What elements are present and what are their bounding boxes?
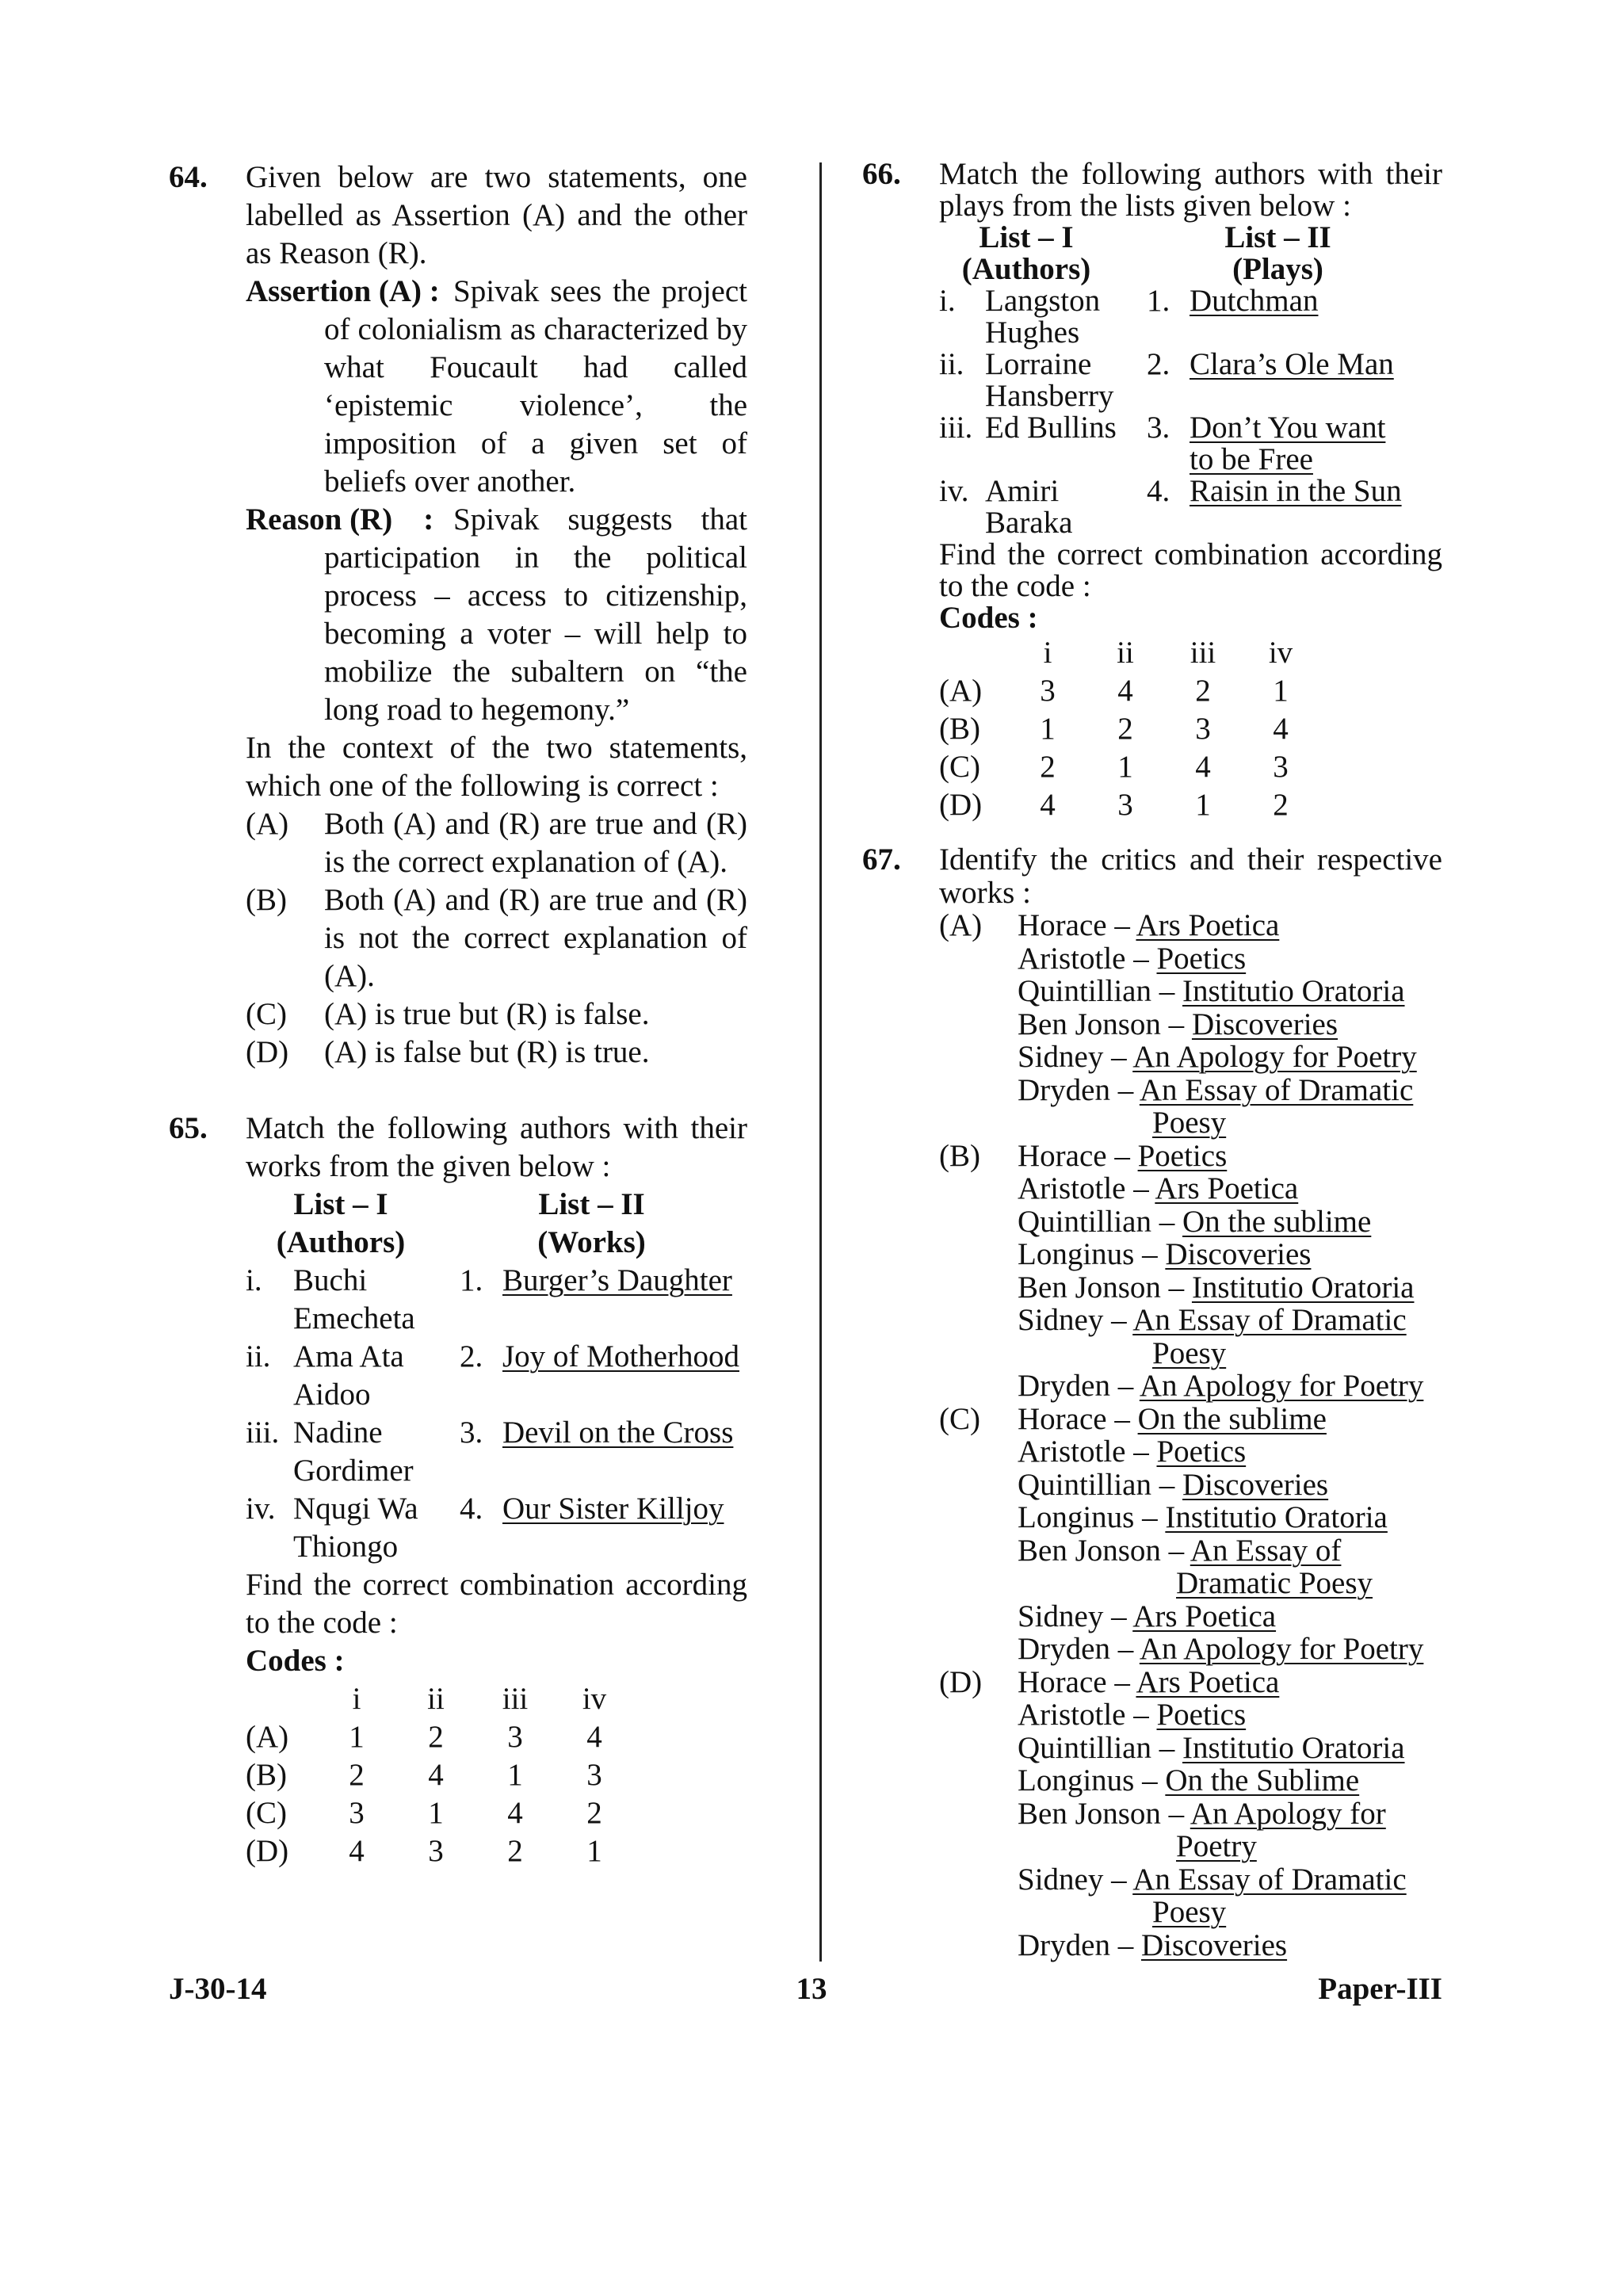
critic-work-line2: Poetry [1176, 1829, 1257, 1863]
codes-row-label: (B) [246, 1758, 287, 1792]
codes-value: 1 [507, 1758, 523, 1792]
codes-col-iv: iv [582, 1682, 607, 1716]
author-name [985, 476, 1147, 539]
work-title-line1: Clara’s Ole Man [1190, 347, 1394, 381]
critic-name: Quintillian – [1018, 1730, 1182, 1765]
codes-col-iii: iii [1190, 636, 1216, 670]
work-title-line1: Don’t You want [1190, 411, 1386, 445]
assertion-text: Spivak sees the project of colonialism as characterized by what Foucault had called ‘epistemic violence’, the imposition of a given set of beliefs over another. [324, 274, 747, 499]
critic-name: Quintillian – [1018, 1204, 1182, 1239]
work-title-line1: Dutchman [1190, 284, 1319, 318]
author-line1: Buchi [293, 1263, 368, 1297]
critic-work: Discoveries [1165, 1237, 1312, 1271]
work-title [1190, 476, 1442, 539]
author-line1: Ama Ata [293, 1339, 404, 1373]
codes-value: 2 [1273, 788, 1289, 822]
codes-value: 3 [1195, 712, 1211, 746]
codes-value: 3 [1117, 788, 1133, 822]
list2-subheading: (Plays) [1232, 252, 1323, 286]
critic-work: An Apology for Poetry [1139, 1369, 1424, 1403]
list2-number: 2. [460, 1339, 483, 1373]
author-line2: Hughes [985, 315, 1080, 350]
list-headers [246, 1186, 747, 1262]
critic-work-pair [1018, 1008, 1442, 1041]
right-column [862, 159, 1442, 1962]
option-label: (D) [939, 1664, 983, 1699]
list-row [246, 1262, 747, 1338]
question-64 [169, 159, 747, 1072]
question-number: 64. [169, 160, 208, 194]
option-a [246, 805, 747, 881]
critic-work-pair [1018, 1534, 1442, 1568]
codes-col-iv: iv [1268, 636, 1293, 670]
question-prompt: In the context of the two statements, which one of the following is correct : [246, 731, 747, 803]
option-label: (D) [246, 1035, 289, 1069]
critic-name: Horace – [1018, 1401, 1138, 1436]
list2-number: 3. [460, 1415, 483, 1450]
critic-work: An Essay of [1190, 1533, 1342, 1568]
author-name [293, 1338, 460, 1414]
codes-row-label: (C) [939, 750, 980, 784]
list2-number: 1. [1147, 284, 1170, 318]
list1-number: i. [939, 284, 956, 318]
list1-subheading: (Authors) [961, 252, 1091, 286]
codes-row-label: (C) [246, 1796, 287, 1830]
codes-value: 4 [349, 1834, 365, 1868]
critic-name: Quintillian – [1018, 974, 1182, 1008]
critic-work: Institutio Oratoria [1165, 1500, 1388, 1534]
critic-work: Discoveries [1191, 1007, 1338, 1041]
critic-work: Ars Poetica [1136, 908, 1280, 942]
reason [246, 501, 747, 729]
left-column [169, 159, 747, 1870]
author-line1: Ed Bullins [985, 411, 1117, 445]
critic-name: Aristotle – [1018, 1171, 1155, 1205]
critic-work: Ars Poetica [1136, 1664, 1280, 1699]
critic-name: Sidney – [1018, 1599, 1133, 1633]
critic-name: Horace – [1018, 1138, 1138, 1173]
match-list [939, 285, 1442, 539]
critic-name: Longinus – [1018, 1763, 1166, 1797]
critic-name: Dryden – [1018, 1072, 1140, 1107]
critic-work: An Essay of Dramatic [1132, 1862, 1407, 1897]
critic-work: Poetics [1137, 1138, 1228, 1173]
option-label: (C) [939, 1401, 980, 1436]
question-number: 65. [169, 1111, 208, 1145]
list2-subheading: (Works) [537, 1225, 646, 1259]
critic-work-pair [1018, 1501, 1442, 1534]
critic-work-pair [1018, 975, 1442, 1008]
option-c [246, 995, 747, 1033]
question-67 [862, 843, 1442, 1962]
codes-row-label: (A) [939, 674, 983, 708]
option-label: (B) [246, 883, 287, 917]
question-intro: Given below are two statements, one labelled as Assertion (A) and the other as Reason (R). [246, 160, 747, 270]
critic-name: Ben Jonson – [1018, 1270, 1192, 1305]
author-line2: Hansberry [985, 379, 1114, 413]
critic-work: An Essay of Dramatic [1139, 1072, 1414, 1107]
critic-work-pair [1018, 1140, 1442, 1173]
work-title [502, 1338, 747, 1414]
codes-row-c [246, 1794, 634, 1832]
list1-number: ii. [939, 347, 964, 381]
work-title [502, 1262, 747, 1338]
critic-work: On the sublime [1137, 1401, 1327, 1436]
match-list [246, 1262, 747, 1566]
option-text: Both (A) and (R) are true and (R) is not the correct explanation of (A). [324, 883, 747, 993]
critic-work-pair [1018, 909, 1442, 942]
option-text: (A) is false but (R) is true. [324, 1035, 650, 1069]
codes-value: 2 [1040, 750, 1056, 784]
option-d [246, 1033, 747, 1072]
codes-row-label: (D) [246, 1834, 289, 1868]
codes-col-iii: iii [502, 1682, 529, 1716]
codes-value: 3 [428, 1834, 444, 1868]
codes-value: 1 [1195, 788, 1211, 822]
options-list [939, 909, 1442, 1962]
author-line1: Nadine [293, 1415, 383, 1450]
assertion [246, 273, 747, 501]
option-a [939, 909, 1442, 1140]
find-instruction: Find the correct combination according to the code : [246, 1568, 747, 1640]
critic-work: Discoveries [1182, 1467, 1329, 1502]
work-title-text: Burger’s Daughter [502, 1263, 732, 1297]
critic-work-pair [1018, 1304, 1442, 1337]
codes-value: 1 [428, 1796, 444, 1830]
author-name [293, 1262, 460, 1338]
list2-heading: List – II [1224, 220, 1331, 254]
codes-value: 4 [1117, 674, 1133, 708]
reason-text: Spivak suggests that participation in the political process – access to citizenship, becoming a voter – will help to mobilize the subaltern on “the long road to hegemony.” [324, 502, 747, 727]
author-line1: Nqugi Wa [293, 1492, 418, 1526]
codes-col-i: i [352, 1682, 361, 1716]
critic-work: Discoveries [1140, 1927, 1288, 1962]
list1-subheading: (Authors) [276, 1225, 406, 1259]
codes-value: 1 [349, 1720, 365, 1754]
critic-work-pair [1018, 1929, 1442, 1962]
critic-work-pair [1018, 1403, 1442, 1436]
codes-value: 1 [1117, 750, 1133, 784]
codes-value: 2 [507, 1834, 523, 1868]
list-row [246, 1414, 747, 1490]
codes-header-row [939, 634, 1319, 672]
option-d [939, 1666, 1442, 1962]
list1-heading: List – I [293, 1187, 388, 1221]
option-text: Both (A) and (R) are true and (R) is the correct explanation of (A). [324, 807, 747, 879]
options-list [246, 805, 747, 1072]
option-text: (A) is true but (R) is false. [324, 997, 650, 1031]
critic-work-pair [1018, 1370, 1442, 1403]
reason-label: Reason (R) : [246, 502, 434, 537]
codes-row-a [246, 1718, 634, 1756]
codes-row-b [246, 1756, 634, 1794]
critic-name: Ben Jonson – [1018, 1796, 1190, 1831]
option-c [939, 1403, 1442, 1666]
critic-name: Aristotle – [1018, 1435, 1157, 1469]
list1-number: i. [246, 1263, 262, 1297]
question-number: 67. [862, 842, 901, 877]
critic-work: An Apology for [1190, 1796, 1386, 1831]
codes-value: 2 [349, 1758, 365, 1792]
critic-name: Sidney – [1018, 1862, 1133, 1897]
critic-name: Ben Jonson – [1018, 1533, 1190, 1568]
codes-col-ii: ii [427, 1682, 445, 1716]
codes-value: 3 [507, 1720, 523, 1754]
critic-work: Poetics [1156, 1435, 1247, 1469]
option-label: (A) [246, 807, 289, 841]
list1-number: iii. [939, 411, 973, 445]
author-name [293, 1414, 460, 1490]
critic-name: Longinus – [1018, 1500, 1166, 1534]
list-row [939, 412, 1442, 476]
critic-work: Institutio Oratoria [1182, 1730, 1405, 1765]
codes-value: 1 [1040, 712, 1056, 746]
critic-name: Horace – [1018, 908, 1136, 942]
critic-work: Poetics [1156, 1698, 1247, 1732]
work-title [1190, 412, 1442, 476]
codes-value: 1 [586, 1834, 602, 1868]
codes-value: 2 [1195, 674, 1211, 708]
critic-work-pair [1018, 1238, 1442, 1271]
codes-row-d [246, 1832, 634, 1870]
paper-code: J-30-14 [169, 1972, 267, 2006]
codes-row-label: (B) [939, 712, 980, 746]
codes-label: Codes : [246, 1644, 345, 1678]
critic-work-pair [1018, 1698, 1442, 1732]
codes-table [939, 634, 1319, 824]
find-instruction: Find the correct combination according to the code : [939, 537, 1442, 603]
list1-number: iv. [939, 474, 969, 508]
list1-number: iii. [246, 1415, 280, 1450]
critic-work-pair [1018, 1666, 1442, 1699]
codes-row-c [939, 748, 1319, 786]
critic-work-pair [1018, 1074, 1442, 1107]
author-line2: Aidoo [293, 1377, 371, 1412]
option-b [246, 881, 747, 995]
critic-work-pair [1018, 1172, 1442, 1205]
codes-row-d [939, 786, 1319, 824]
work-title [1190, 349, 1442, 412]
author-name [985, 285, 1147, 349]
codes-value: 4 [507, 1796, 523, 1830]
critic-work-pair [1018, 1797, 1442, 1831]
critic-work: Ars Poetica [1132, 1599, 1277, 1633]
paper-label: Paper-III [1318, 1972, 1442, 2006]
assertion-label: Assertion (A) : [246, 274, 440, 308]
critic-work-pair [1018, 1600, 1442, 1633]
author-line2: Baraka [985, 506, 1073, 540]
critic-work-pair [1018, 1469, 1442, 1502]
critic-name: Quintillian – [1018, 1467, 1182, 1502]
work-title [502, 1414, 747, 1490]
codes-label: Codes : [939, 601, 1038, 635]
list1-number: ii. [246, 1339, 271, 1373]
critic-work-line2: Poesy [1152, 1106, 1227, 1140]
list-row [246, 1490, 747, 1566]
critic-work-line2: Poesy [1152, 1335, 1227, 1370]
critic-work-line2: Dramatic Poesy [1176, 1566, 1373, 1600]
critic-work-continued [1018, 1830, 1442, 1863]
question-intro: Match the following authors with their plays from the lists given below : [939, 157, 1442, 223]
list-headers [939, 222, 1442, 285]
work-title [1190, 285, 1442, 349]
work-title-text: Our Sister Killjoy [502, 1492, 724, 1526]
column-divider [819, 162, 822, 1962]
author-line2: Emecheta [293, 1301, 415, 1335]
critic-work: An Apology for Poetry [1139, 1632, 1424, 1666]
codes-value: 4 [1273, 712, 1289, 746]
critic-name: Dryden – [1018, 1927, 1141, 1962]
critic-work: Ars Poetica [1155, 1171, 1299, 1205]
codes-value: 4 [586, 1720, 602, 1754]
critic-name: Aristotle – [1018, 1698, 1157, 1732]
author-line1: Amiri [985, 474, 1060, 508]
list2-number: 1. [460, 1263, 483, 1297]
work-title-text: Joy of Motherhood [502, 1339, 739, 1373]
author-line1: Langston [985, 284, 1101, 318]
codes-value: 2 [586, 1796, 602, 1830]
critic-name: Horace – [1018, 1664, 1136, 1699]
list2-number: 4. [1147, 474, 1170, 508]
critic-name: Longinus – [1018, 1237, 1166, 1271]
critic-work-pair [1018, 1041, 1442, 1074]
work-title-line2 [1190, 444, 1442, 476]
codes-row-a [939, 672, 1319, 710]
critic-work-pair [1018, 1633, 1442, 1666]
codes-col-i: i [1043, 636, 1052, 670]
author-name [985, 412, 1147, 476]
critic-name: Dryden – [1018, 1369, 1140, 1403]
codes-header-row [246, 1680, 634, 1718]
work-title [502, 1490, 747, 1566]
codes-row-label: (A) [246, 1720, 289, 1754]
critic-name: Aristotle – [1018, 941, 1157, 976]
author-line2: Gordimer [293, 1454, 414, 1488]
codes-value: 2 [428, 1720, 444, 1754]
option-label: (A) [939, 908, 983, 942]
critic-work-continued [1018, 1337, 1442, 1370]
codes-header-blank [939, 634, 1009, 672]
critic-name: Ben Jonson – [1018, 1007, 1192, 1041]
question-66 [862, 159, 1442, 824]
list2-number: 3. [1147, 411, 1170, 445]
codes-value: 4 [1195, 750, 1211, 784]
codes-header-blank [246, 1680, 317, 1718]
author-line2: Thiongo [293, 1530, 399, 1564]
codes-value: 3 [349, 1796, 365, 1830]
codes-value: 2 [1117, 712, 1133, 746]
codes-value: 4 [1040, 788, 1056, 822]
option-b [939, 1140, 1442, 1403]
question-number: 66. [862, 157, 901, 191]
critic-work-pair [1018, 1205, 1442, 1239]
codes-row-b [939, 710, 1319, 748]
list2-heading: List – II [538, 1187, 645, 1221]
question-intro: Identify the critics and their respective works : [939, 842, 1442, 910]
codes-value: 4 [428, 1758, 444, 1792]
critic-work-pair [1018, 942, 1442, 976]
codes-value: 1 [1273, 674, 1289, 708]
critic-work: An Apology for Poetry [1132, 1040, 1417, 1074]
critic-work: An Essay of Dramatic [1132, 1303, 1407, 1337]
critic-work-pair [1018, 1732, 1442, 1765]
critic-work: On the Sublime [1165, 1763, 1360, 1797]
critic-work-continued [1018, 1106, 1442, 1140]
list2-number: 2. [1147, 347, 1170, 381]
list1-heading: List – I [979, 220, 1074, 254]
codes-value: 3 [1273, 750, 1289, 784]
page-number: 13 [796, 1972, 827, 2006]
list-row [939, 476, 1442, 539]
critic-work: Poetics [1156, 941, 1247, 976]
critic-work-continued [1018, 1567, 1442, 1600]
codes-value: 3 [586, 1758, 602, 1792]
codes-col-ii: ii [1117, 636, 1134, 670]
codes-row-label: (D) [939, 788, 983, 822]
critic-name: Dryden – [1018, 1632, 1140, 1666]
work-title-line1: Raisin in the Sun [1190, 474, 1402, 508]
option-label: (B) [939, 1138, 980, 1173]
critic-work: Institutio Oratoria [1191, 1270, 1415, 1305]
critic-work-line2: Poesy [1152, 1895, 1227, 1929]
critic-work-pair [1018, 1271, 1442, 1305]
author-name [985, 349, 1147, 412]
author-line1: Lorraine [985, 347, 1092, 381]
critic-name: Sidney – [1018, 1303, 1133, 1337]
question-65 [169, 1110, 747, 1870]
work-title-text: Devil on the Cross [502, 1415, 734, 1450]
critic-work-pair [1018, 1435, 1442, 1469]
work-title-line2-text: to be Free [1190, 442, 1313, 476]
critic-work-pair [1018, 1863, 1442, 1897]
option-label: (C) [246, 997, 287, 1031]
list-row [246, 1338, 747, 1414]
critic-work-pair [1018, 1764, 1442, 1797]
list1-number: iv. [246, 1492, 276, 1526]
list-row [939, 285, 1442, 349]
list2-number: 4. [460, 1492, 483, 1526]
critic-work: Institutio Oratoria [1182, 974, 1405, 1008]
question-intro: Match the following authors with their works from the given below : [246, 1111, 747, 1183]
codes-table [246, 1680, 634, 1870]
author-name [293, 1490, 460, 1566]
critic-work: On the sublime [1182, 1204, 1372, 1239]
list-row [939, 349, 1442, 412]
codes-value: 3 [1040, 674, 1056, 708]
critic-work-continued [1018, 1896, 1442, 1929]
critic-name: Sidney – [1018, 1040, 1133, 1074]
